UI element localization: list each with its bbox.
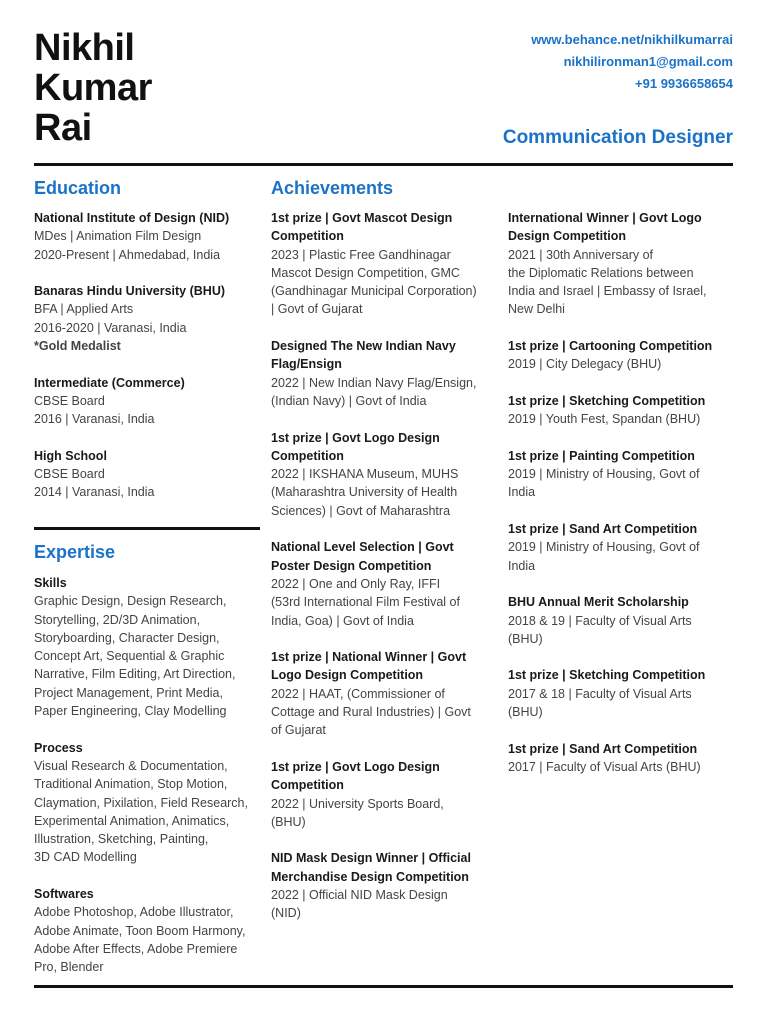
candidate-name <box>34 28 152 148</box>
entry-heading: Intermediate (Commerce) <box>34 375 185 390</box>
expertise-item <box>34 574 266 720</box>
entry-detail: Visual Research & Documentation, <box>34 758 228 773</box>
role-title: Communication Designer <box>502 127 733 148</box>
achievement-detail: 2019 | Ministry of Housing, Govt of <box>508 540 700 555</box>
achievement-title: 1st prize | Govt Mascot Design <box>271 211 453 225</box>
achievement-detail: 2019 | City Delegacy (BHU) <box>508 357 662 372</box>
achievement-detail: (BHU) <box>271 814 306 829</box>
entry-detail: Storyboarding, Character Design, <box>34 630 220 645</box>
entry-heading: Process <box>34 740 83 755</box>
entry-heading: Softwares <box>34 887 94 902</box>
achievement-item <box>271 538 503 629</box>
achievement-detail: New Delhi <box>508 302 565 317</box>
achievement-title: Competition <box>271 229 344 244</box>
entry-detail: Narrative, Film Editing, Art Direction, <box>34 667 236 682</box>
entry-detail: Adobe After Effects, Adobe Premiere <box>34 941 238 956</box>
achievement-detail: (BHU) <box>508 705 543 720</box>
achievement-item <box>508 593 740 648</box>
achievement-detail: 2019 | Youth Fest, Spandan (BHU) <box>508 412 701 427</box>
entry-detail: Claymation, Pixilation, Field Research, <box>34 795 248 810</box>
name-line-last: Rai <box>34 107 92 149</box>
education-list <box>34 209 264 520</box>
entry-detail: CBSE Board <box>34 467 105 482</box>
entry-heading: Banaras Hindu University (BHU) <box>34 284 226 299</box>
education-item <box>34 374 264 429</box>
entry-detail: 2016-2020 | Varanasi, India <box>34 320 187 335</box>
achievement-title: Merchandise Design Competition <box>271 869 469 884</box>
achievement-detail: India <box>508 558 536 573</box>
achievement-detail: India and Israel | Embassy of Israel, <box>508 284 707 299</box>
achievement-item <box>271 648 503 739</box>
bottom-divider <box>34 985 733 988</box>
entry-detail: MDes | Animation Film Design <box>34 229 202 244</box>
achievement-detail: (53rd International Film Festival of <box>271 595 460 610</box>
achievement-item <box>508 740 740 777</box>
education-heading: Education <box>34 178 122 198</box>
entry-heading: National Institute of Design (NID) <box>34 211 230 225</box>
achievement-detail: | Govt of Gujarat <box>271 302 363 317</box>
achievement-item <box>271 209 503 319</box>
achievement-detail: (Gandhinagar Municipal Corporation) <box>271 284 477 299</box>
entry-detail: Experimental Animation, Animatics, <box>34 813 230 828</box>
achievement-title: Competition <box>271 448 344 463</box>
achievement-title: Poster Design Competition <box>271 558 432 573</box>
achievement-title: 1st prize | Sketching Competition <box>508 668 706 683</box>
achievement-detail: 2017 & 18 | Faculty of Visual Arts <box>508 686 692 701</box>
entry-detail: Adobe Animate, Toon Boom Harmony, <box>34 923 246 938</box>
achievement-title: 1st prize | Cartooning Competition <box>508 339 713 354</box>
achievement-detail: 2019 | Ministry of Housing, Govt of <box>508 467 700 482</box>
entry-detail: 2014 | Varanasi, India <box>34 485 155 500</box>
entry-detail: Illustration, Sketching, Painting, <box>34 832 209 847</box>
achievement-detail: India, Goa) | Govt of India <box>271 613 414 628</box>
entry-detail: Concept Art, Sequential & Graphic <box>34 649 225 664</box>
expertise-heading: Expertise <box>34 542 116 562</box>
achievement-detail: 2023 | Plastic Free Gandhinagar <box>271 247 451 262</box>
email-link[interactable]: nikhilironman1@gmail.com <box>563 54 733 69</box>
achievement-detail: 2017 | Faculty of Visual Arts (BHU) <box>508 759 701 774</box>
achievement-detail: 2021 | 30th Anniversary of <box>508 247 654 262</box>
achievement-detail: (BHU) <box>508 631 543 646</box>
achievement-detail: India <box>508 485 536 500</box>
entry-detail: 2016 | Varanasi, India <box>34 412 155 427</box>
achievement-detail: (Indian Navy) | Govt of India <box>271 393 427 408</box>
achievement-item <box>508 447 740 502</box>
achievement-title: Design Competition <box>508 229 627 244</box>
achievement-item <box>271 849 503 922</box>
achievement-title: Flag/Ensign <box>271 357 342 372</box>
name-line-middle: Kumar <box>34 67 152 109</box>
entry-detail: 2020-Present | Ahmedabad, India <box>34 247 221 262</box>
entry-detail: Project Management, Print Media, <box>34 685 223 700</box>
achievement-detail: 2022 | One and Only Ray, IFFI <box>271 576 441 591</box>
top-divider <box>34 163 733 166</box>
expertise-list <box>34 574 266 995</box>
achievement-title: 1st prize | Sketching Competition <box>508 393 706 408</box>
achievement-title: 1st prize | National Winner | Govt <box>271 650 467 665</box>
entry-heading: Skills <box>34 576 67 590</box>
achievement-detail: 2022 | University Sports Board, <box>271 796 444 811</box>
achievement-title: NID Mask Design Winner | Official <box>271 851 471 866</box>
expertise-item <box>34 885 266 976</box>
achievement-title: Logo Design Competition <box>271 668 424 683</box>
phone-link[interactable]: +91 9936658654 <box>635 76 733 91</box>
achievement-detail: Mascot Design Competition, GMC <box>271 265 460 280</box>
education-item <box>34 447 264 502</box>
entry-detail: Pro, Blender <box>34 960 104 975</box>
honor-note: *Gold Medalist <box>34 339 121 354</box>
achievement-item <box>508 337 740 374</box>
achievement-title: International Winner | Govt Logo <box>508 211 702 225</box>
entry-heading: High School <box>34 448 107 463</box>
entry-detail: Storytelling, 2D/3D Animation, <box>34 612 201 627</box>
name-line-first: Nikhil <box>34 27 135 69</box>
entry-detail: Adobe Photoshop, Adobe Illustrator, <box>34 905 234 920</box>
achievement-item <box>271 429 503 520</box>
achievement-item <box>508 209 740 319</box>
achievement-detail: (NID) <box>271 906 301 921</box>
achievement-detail: of Gujarat <box>271 723 326 738</box>
achievement-detail: (Maharashtra University of Health <box>271 485 458 500</box>
contact-block <box>531 29 733 95</box>
achievement-title: 1st prize | Sand Art Competition <box>508 741 698 756</box>
achievement-title: Designed The New Indian Navy <box>271 339 456 354</box>
achievement-title: National Level Selection | Govt <box>271 540 454 555</box>
achievement-detail: 2018 & 19 | Faculty of Visual Arts <box>508 613 692 628</box>
entry-detail: BFA | Applied Arts <box>34 302 134 317</box>
achievement-detail: 2022 | Official NID Mask Design <box>271 887 448 902</box>
website-link[interactable]: www.behance.net/nikhilkumarrai <box>531 32 733 47</box>
education-item <box>34 209 264 264</box>
entry-detail: CBSE Board <box>34 393 105 408</box>
achievement-detail: 2022 | HAAT, (Commissioner of <box>271 686 445 701</box>
achievements-heading: Achievements <box>271 178 394 198</box>
achievement-detail: Sciences) | Govt of Maharashtra <box>271 503 451 518</box>
education-item <box>34 282 264 355</box>
achievement-item <box>508 666 740 721</box>
achievement-item <box>271 337 503 410</box>
entry-detail: Paper Engineering, Clay Modelling <box>34 704 227 719</box>
entry-detail: Graphic Design, Design Research, <box>34 594 227 609</box>
entry-detail: 3D CAD Modelling <box>34 850 137 865</box>
achievement-detail: 2022 | IKSHANA Museum, MUHS <box>271 467 459 482</box>
entry-detail: Traditional Animation, Stop Motion, <box>34 777 228 792</box>
achievement-title: Competition <box>271 778 344 793</box>
achievements-column-2 <box>508 209 740 795</box>
achievement-title: BHU Annual Merit Scholarship <box>508 595 689 610</box>
achievement-item <box>508 520 740 575</box>
achievements-column-1 <box>271 209 503 941</box>
achievement-title: 1st prize | Painting Competition <box>508 448 695 463</box>
achievement-detail: the Diplomatic Relations between <box>508 265 694 280</box>
achievement-title: 1st prize | Govt Logo Design <box>271 759 440 774</box>
achievement-title: 1st prize | Sand Art Competition <box>508 522 698 537</box>
achievement-item <box>508 392 740 429</box>
achievement-title: 1st prize | Govt Logo Design <box>271 430 440 445</box>
expertise-divider <box>34 527 260 530</box>
expertise-item <box>34 739 266 867</box>
achievement-detail: 2022 | New Indian Navy Flag/Ensign, <box>271 375 477 390</box>
achievement-detail: Cottage and Rural Industries) | Govt <box>271 705 471 720</box>
achievement-item <box>271 758 503 831</box>
